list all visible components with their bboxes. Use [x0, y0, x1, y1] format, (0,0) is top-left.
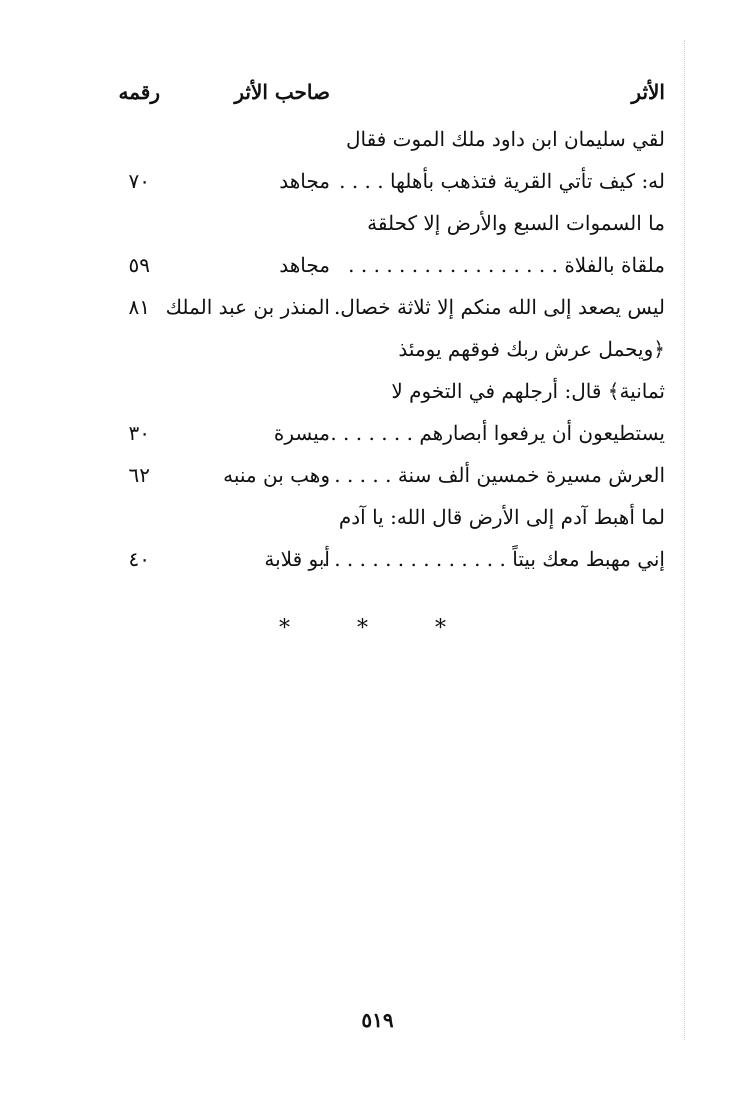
page-edge-dots — [683, 40, 685, 1040]
athar-author: أبو قلابة — [264, 547, 330, 571]
header-sahib: صاحب الأثر — [234, 80, 330, 104]
athar-number: ٨١ — [128, 295, 150, 319]
athar-text: يستطيعون أن يرفعوا أبصارهم . . . . . . . . — [317, 421, 665, 445]
athar-text: ليس يصعد إلى الله منكم إلا ثلاثة خصال. — [333, 295, 665, 319]
athar-number: ٧٠ — [128, 169, 150, 193]
table-row — [105, 160, 665, 202]
table-header — [105, 80, 665, 112]
athar-text: ما السموات السبع والأرض إلا كحلقة — [367, 211, 665, 235]
athar-text: لقي سليمان ابن داود ملك الموت فقال — [345, 127, 665, 151]
athar-number: ٥٩ — [128, 253, 150, 277]
table-row — [105, 118, 665, 160]
page-number: ٥١٩ — [361, 1008, 394, 1032]
table-row — [105, 370, 665, 412]
athar-text: إني مهبط معك بيتاً . . . . . . . . . . . . . . . — [321, 547, 665, 571]
index-table — [105, 118, 665, 580]
table-row — [105, 244, 665, 286]
table-row — [105, 328, 665, 370]
table-row — [105, 412, 665, 454]
athar-author: ميسرة — [273, 421, 330, 445]
athar-text: له: كيف تأتي القرية فتذهب بأهلها . . . . — [339, 169, 665, 193]
header-athar: الأثر — [631, 80, 665, 104]
athar-number: ٣٠ — [128, 421, 150, 445]
athar-text: ﴿ويحمل عرش ربك فوقهم يومئذ — [398, 337, 665, 361]
table-row — [105, 538, 665, 580]
athar-author: وهب بن منبه — [223, 463, 330, 487]
athar-text: لما أهبط آدم إلى الأرض قال الله: يا آدم — [338, 505, 665, 529]
athar-number: ٤٠ — [128, 547, 150, 571]
athar-text: العرش مسيرة خمسين ألف سنة . . . . . . . — [308, 463, 665, 487]
section-separator: * * * — [279, 616, 476, 641]
athar-author: مجاهد — [279, 253, 330, 277]
table-row — [105, 202, 665, 244]
athar-author: المنذر بن عبد الملك — [165, 295, 330, 319]
table-row — [105, 496, 665, 538]
table-row — [105, 286, 665, 328]
athar-text: ثمانية﴾ قال: أرجلهم في التخوم لا — [391, 379, 665, 403]
athar-number: ٦٢ — [128, 463, 150, 487]
athar-author: مجاهد — [279, 169, 330, 193]
athar-text: ملقاة بالفلاة . . . . . . . . . . . . . . . . . — [348, 253, 665, 277]
table-row — [105, 454, 665, 496]
header-raqm: رقمه — [118, 80, 160, 104]
